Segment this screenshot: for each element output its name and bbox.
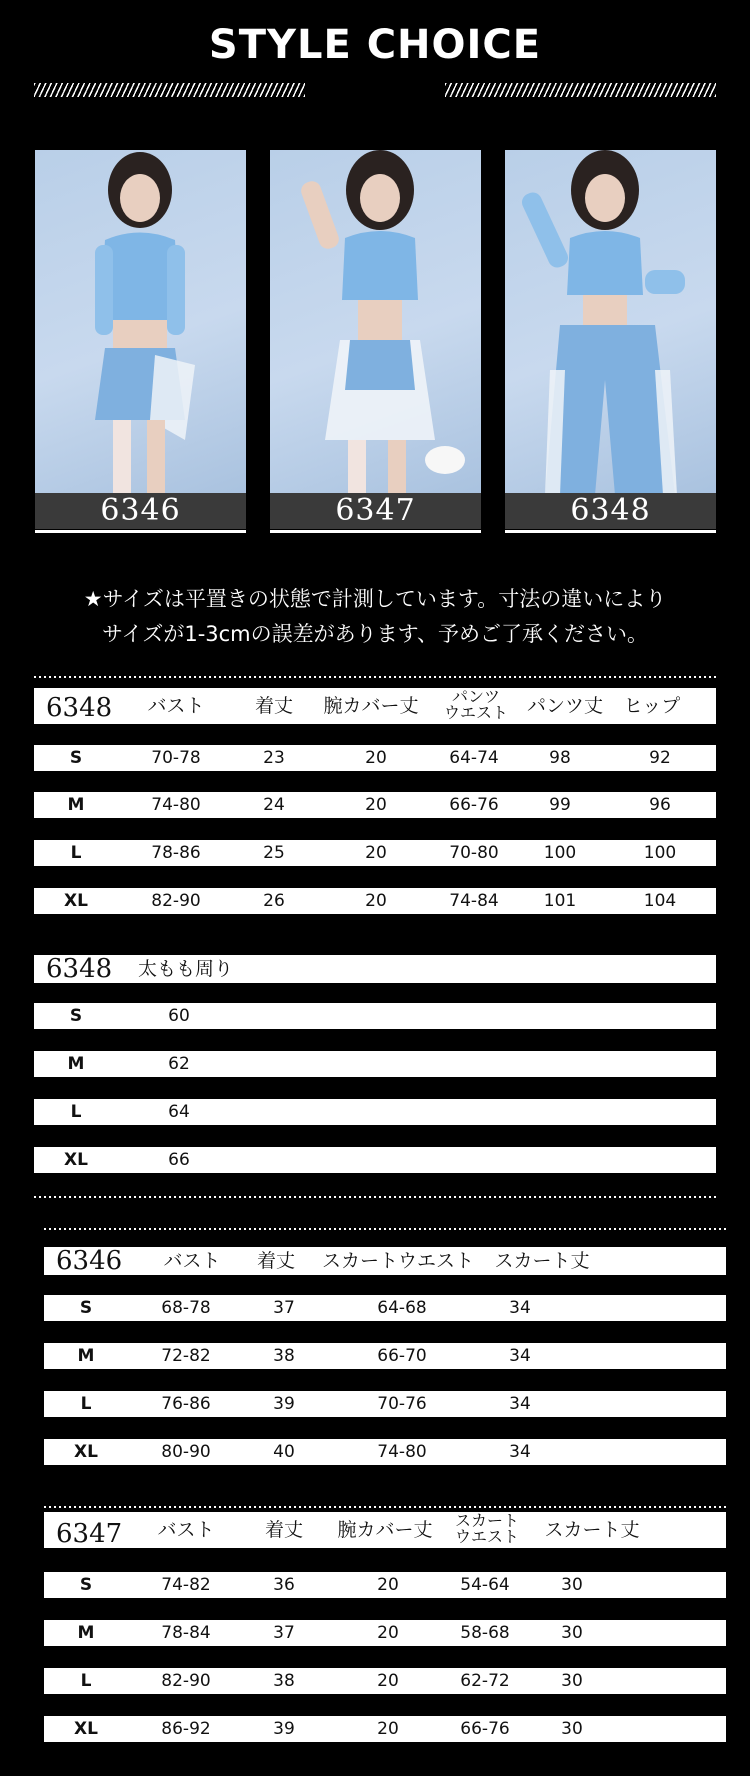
col-header: バスト [157, 1519, 215, 1541]
divider-dotted [44, 1506, 726, 1508]
table-cell: 30 [561, 1575, 583, 1595]
table-cell: 38 [273, 1346, 295, 1366]
table-cell: 100 [643, 843, 677, 863]
table-cell: 38 [273, 1671, 295, 1691]
photo-label: 6346 [35, 493, 246, 529]
table-cell: 100 [543, 843, 577, 863]
model-photo [35, 150, 246, 495]
table-cell: 66 [168, 1150, 190, 1170]
divider-dotted [34, 676, 716, 678]
col-header: 太もも周り [138, 958, 234, 980]
col-header-line: ウエスト [443, 703, 509, 722]
table-row [34, 1051, 716, 1077]
product-photo-6346[interactable] [35, 150, 246, 533]
size-label: M [77, 1623, 95, 1643]
col-header: 着丈 [254, 695, 294, 717]
table-cell: 80-90 [161, 1442, 211, 1462]
table-cell: 70-80 [449, 843, 499, 863]
table-cell: 78-84 [161, 1623, 211, 1643]
table-cell: 68-78 [161, 1298, 211, 1318]
table-cell: 64-68 [377, 1298, 427, 1318]
table-cell: 23 [263, 748, 285, 768]
photo-label: 6347 [270, 493, 481, 529]
col-header-line: スカート [454, 1511, 520, 1530]
title-hatch-left [34, 83, 305, 97]
table-row [44, 1668, 726, 1694]
col-header: バスト [147, 695, 205, 717]
table-cell: 66-70 [377, 1346, 427, 1366]
table-cell: 66-76 [460, 1719, 510, 1739]
table-cell: 30 [561, 1623, 583, 1643]
table-cell: 20 [365, 891, 387, 911]
size-label: XL [74, 1719, 98, 1739]
size-label: S [69, 748, 83, 768]
photo-label: 6348 [505, 493, 716, 529]
table-row [44, 1391, 726, 1417]
table-row [34, 888, 716, 914]
size-label: S [69, 1006, 83, 1026]
col-header: スカート丈 [494, 1250, 590, 1272]
table-cell: 20 [377, 1671, 399, 1691]
table-row [34, 1147, 716, 1173]
table-row [34, 840, 716, 866]
table-cell: 39 [273, 1394, 295, 1414]
table-row [44, 1439, 726, 1465]
table-cell: 74-80 [151, 795, 201, 815]
table-cell: 104 [643, 891, 677, 911]
table-cell: 70-76 [377, 1394, 427, 1414]
table-cell: 20 [377, 1623, 399, 1643]
product-code: 6348 [46, 693, 113, 723]
table-cell: 34 [509, 1394, 531, 1414]
table-cell: 24 [263, 795, 285, 815]
table-cell: 74-82 [161, 1575, 211, 1595]
table-cell: 82-90 [151, 891, 201, 911]
size-label: L [80, 1394, 92, 1414]
table-cell: 99 [549, 795, 571, 815]
col-header: バスト [163, 1250, 221, 1272]
table-cell: 60 [168, 1006, 190, 1026]
table-cell: 20 [377, 1575, 399, 1595]
table-row [44, 1343, 726, 1369]
table-row [34, 1003, 716, 1029]
table-cell: 36 [273, 1575, 295, 1595]
table-cell: 74-80 [377, 1442, 427, 1462]
table-row [44, 1295, 726, 1321]
product-code: 6347 [56, 1519, 123, 1549]
photo-underline [35, 530, 246, 533]
col-header: 腕カバー丈 [337, 1519, 433, 1541]
table-cell: 62-72 [460, 1671, 510, 1691]
measurement-note-line2: サイズが1-3cmの誤差があります、予めご了承ください。 [102, 622, 648, 646]
table-cell: 26 [263, 891, 285, 911]
table-cell: 54-64 [460, 1575, 510, 1595]
size-label: M [67, 1054, 85, 1074]
table-cell: 20 [365, 748, 387, 768]
photo-underline [505, 530, 716, 533]
table-cell: 72-82 [161, 1346, 211, 1366]
table-cell: 96 [649, 795, 671, 815]
table-row [44, 1620, 726, 1646]
table-cell: 64-74 [449, 748, 499, 768]
col-header: 腕カバー丈 [323, 695, 419, 717]
page-title: STYLE CHOICE [208, 22, 542, 68]
table-cell: 30 [561, 1719, 583, 1739]
table-row [34, 1099, 716, 1125]
product-code: 6348 [46, 954, 113, 984]
table-cell: 78-86 [151, 843, 201, 863]
table-cell: 37 [273, 1298, 295, 1318]
col-header-line: パンツ [451, 687, 501, 706]
size-table-6348-thigh-header [34, 955, 716, 983]
measurement-note-line1: ★サイズは平置きの状態で計測しています。寸法の違いにより [83, 587, 667, 611]
product-code: 6346 [56, 1246, 123, 1276]
table-cell: 101 [543, 891, 577, 911]
table-cell: 34 [509, 1298, 531, 1318]
col-header: 着丈 [256, 1250, 296, 1272]
table-cell: 20 [365, 795, 387, 815]
table-cell: 70-78 [151, 748, 201, 768]
table-cell: 37 [273, 1623, 295, 1643]
table-cell: 86-92 [161, 1719, 211, 1739]
product-photo-6347[interactable] [270, 150, 481, 533]
col-header: パンツ丈 [526, 695, 604, 717]
table-cell: 74-84 [449, 891, 499, 911]
model-photo [270, 150, 481, 495]
size-label: XL [74, 1442, 98, 1462]
table-row [34, 792, 716, 818]
table-cell: 82-90 [161, 1671, 211, 1691]
divider-dotted [44, 1228, 726, 1230]
table-row [44, 1572, 726, 1598]
col-header-skirt-waist [455, 1513, 519, 1549]
size-table-6348-header [34, 688, 716, 724]
col-header: スカート丈 [544, 1519, 640, 1541]
col-header-line: ウエスト [454, 1527, 520, 1546]
table-cell: 66-76 [449, 795, 499, 815]
title-hatch-right [445, 83, 716, 97]
photo-underline [270, 530, 481, 533]
size-label: XL [64, 891, 88, 911]
table-cell: 76-86 [161, 1394, 211, 1414]
divider-dotted [34, 1196, 716, 1198]
size-table-6346-header [44, 1247, 726, 1275]
size-label: L [70, 1102, 82, 1122]
product-photo-6348[interactable] [505, 150, 716, 533]
col-header: 着丈 [264, 1519, 304, 1541]
col-header: ヒップ [623, 695, 681, 717]
col-header-pants-waist [444, 689, 508, 725]
table-cell: 62 [168, 1054, 190, 1074]
table-cell: 58-68 [460, 1623, 510, 1643]
table-cell: 40 [273, 1442, 295, 1462]
table-cell: 92 [649, 748, 671, 768]
table-cell: 98 [549, 748, 571, 768]
size-label: M [77, 1346, 95, 1366]
table-cell: 34 [509, 1442, 531, 1462]
table-cell: 25 [263, 843, 285, 863]
size-label: XL [64, 1150, 88, 1170]
size-table-6347-header [44, 1512, 726, 1548]
col-header: スカートウエスト [321, 1250, 475, 1272]
table-cell: 39 [273, 1719, 295, 1739]
size-label: M [67, 795, 85, 815]
size-label: S [79, 1575, 93, 1595]
size-label: S [79, 1298, 93, 1318]
table-cell: 30 [561, 1671, 583, 1691]
table-cell: 20 [365, 843, 387, 863]
table-row [34, 745, 716, 771]
table-cell: 34 [509, 1346, 531, 1366]
table-cell: 20 [377, 1719, 399, 1739]
model-photo [505, 150, 716, 495]
size-label: L [70, 843, 82, 863]
table-row [44, 1716, 726, 1742]
size-label: L [80, 1671, 92, 1691]
table-cell: 64 [168, 1102, 190, 1122]
